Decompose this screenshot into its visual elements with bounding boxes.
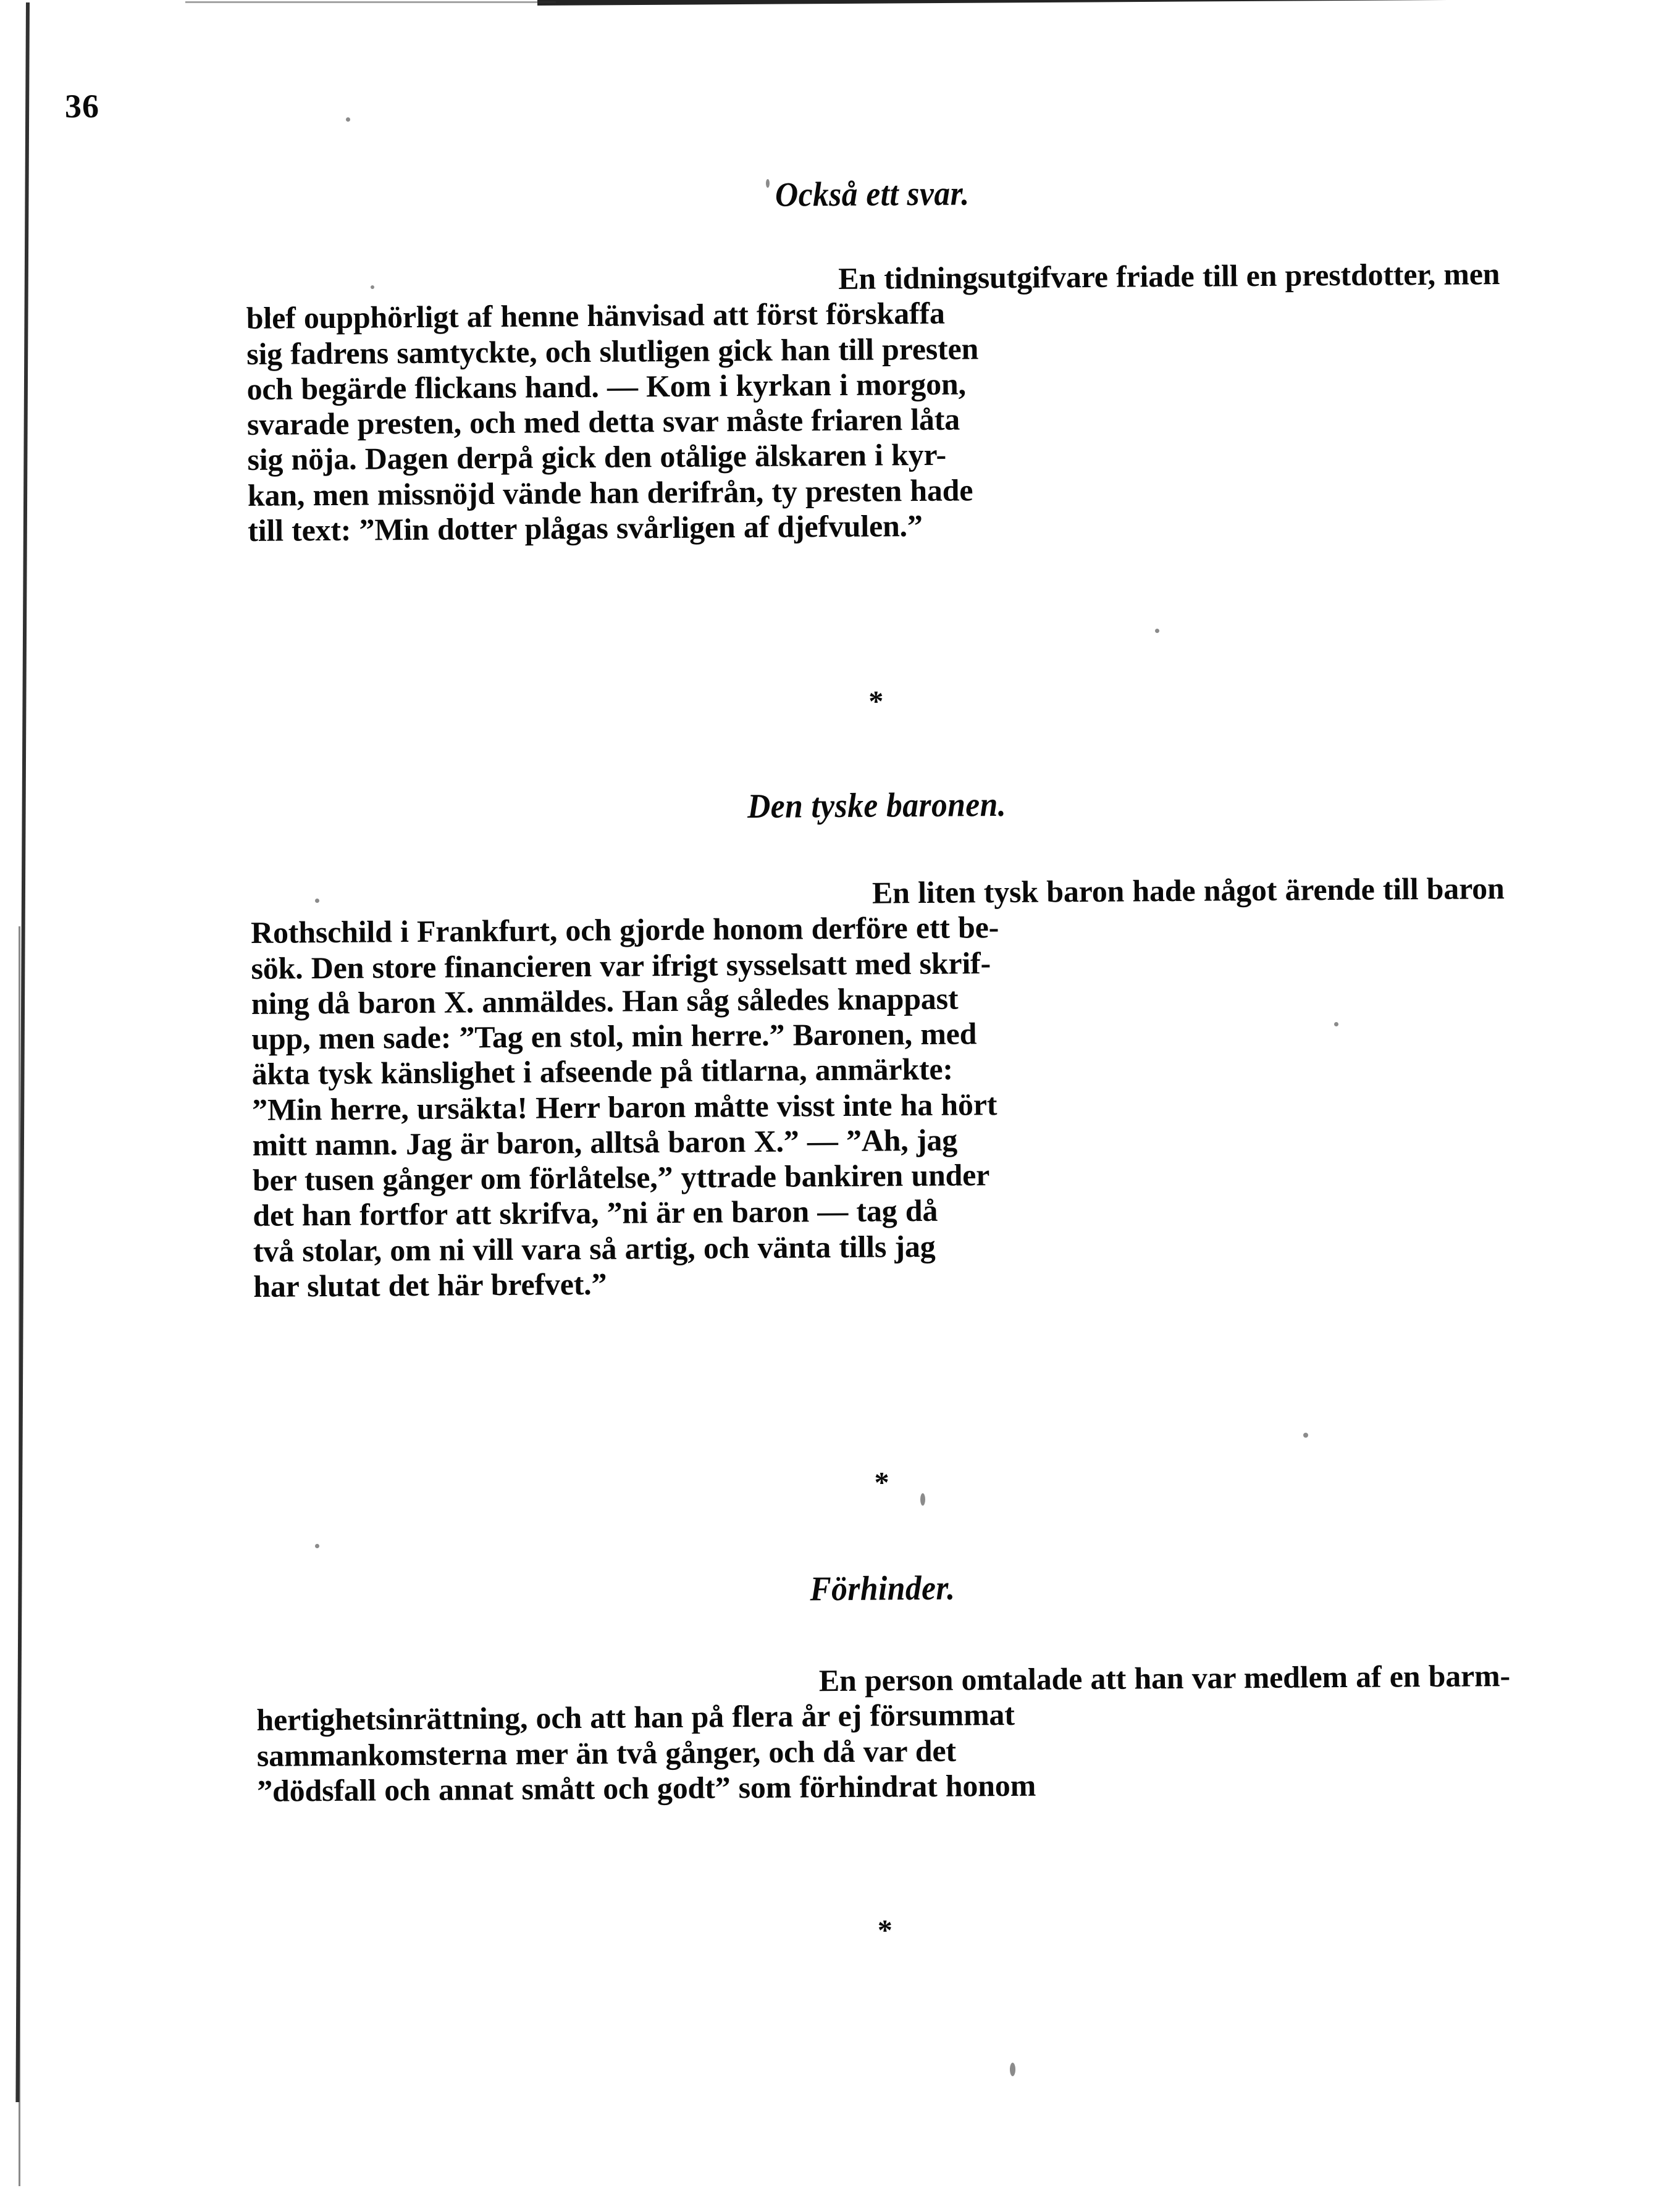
- section-separator-3: [258, 1911, 1512, 1950]
- text-line: har slutat det här brefvet.”: [253, 1266, 607, 1304]
- text-line: En person omtalade att han var medlem af en barm-: [818, 1658, 1511, 1698]
- text-line: upp, men sade: ”Tag en stol, min herre.” Baronen, med: [251, 1016, 977, 1056]
- heading-text: Också ett svar.: [775, 174, 970, 214]
- text-line: och begärde flickans hand. — Kom i kyrkan i morgon,: [246, 366, 967, 406]
- text-line: till text: ”Min dotter plågas svårligen af djefvulen.”: [248, 508, 923, 548]
- scan-speckle: [1155, 629, 1159, 633]
- section-separator-2: [254, 1464, 1508, 1503]
- scan-edge-left-border-faint: [19, 926, 20, 2186]
- text-line: hertighetsinrättning, och att han på flera år ej försummat: [256, 1697, 1015, 1738]
- scan-edge-left-border: [15, 2, 30, 2102]
- heading-text: Den tyske baronen.: [747, 785, 1007, 826]
- scan-speckle: [346, 117, 350, 122]
- asterisk-separator: *: [874, 1466, 889, 1499]
- text-line: sig nöja. Dagen derpå gick den otålige älskaren i kyr-: [247, 437, 947, 477]
- paragraph: [250, 871, 1507, 1304]
- text-line: sök. Den store financieren var ifrigt sysselsatt med skrif-: [251, 945, 991, 986]
- text-line: det han fortfor att skrifva, ”ni är en baron — tag då: [253, 1193, 938, 1233]
- text-line: ber tusen gånger om förlåtelse,” yttrade bankiren under: [252, 1157, 990, 1197]
- scan-speckle: [1303, 1433, 1308, 1438]
- section-body-ocksa-ett-svar: [246, 256, 1502, 548]
- text-line: ”dödsfall och annat smått och godt” som förhindrat honom: [257, 1767, 1036, 1808]
- text-line: sammankomsterna mer än två gånger, och då var det: [256, 1733, 956, 1773]
- asterisk-separator: *: [877, 1914, 893, 1947]
- section-heading-forhinder: [256, 1564, 1510, 1613]
- text-line: två stolar, om ni vill vara så artig, och vänta tills jag: [253, 1228, 936, 1268]
- paragraph: [256, 1658, 1511, 1809]
- asterisk-separator: *: [868, 685, 884, 718]
- heading-text: Förhinder.: [810, 1569, 956, 1609]
- text-line: ning då baron X. anmäldes. Han såg således knappast: [251, 981, 959, 1021]
- text-line: Rothschild i Frankfurt, och gjorde honom derföre ett be-: [250, 910, 999, 950]
- scan-speckle: [1010, 2063, 1015, 2076]
- section-separator-1: [249, 682, 1503, 721]
- text-line: äkta tysk känslighet i afseende på titlarna, anmärkte:: [251, 1051, 954, 1092]
- scan-edge-top-border: [537, 0, 1680, 6]
- text-line: En tidningsutgifvare friade till en prestdotter, men: [838, 256, 1500, 296]
- text-line: kan, men missnöjd vände han derifrån, ty presten hade: [247, 472, 973, 513]
- section-heading-ocksa-ett-svar: [245, 170, 1499, 219]
- text-line: svarade presten, och med detta svar måste friaren låta: [246, 401, 960, 442]
- section-body-den-tyske-baronen: [250, 871, 1507, 1304]
- text-line: En liten tysk baron hade något ärende till baron: [872, 871, 1505, 910]
- paragraph: [246, 256, 1502, 548]
- scan-edge-top-border-faint: [185, 1, 556, 3]
- text-line: blef oupphörligt af henne hänvisad att först förskaffa: [246, 295, 945, 336]
- section-body-forhinder: [256, 1658, 1511, 1809]
- text-line: sig fadrens samtyckte, och slutligen gick han till presten: [246, 330, 979, 371]
- text-line: mitt namn. Jag är baron, alltså baron X.” — ”Ah, jag: [252, 1122, 958, 1162]
- page-number: 36: [65, 88, 99, 125]
- text-line: ”Min herre, ursäkta! Herr baron måtte visst inte ha hört: [251, 1086, 998, 1127]
- section-heading-den-tyske-baronen: [250, 781, 1503, 830]
- scan-speckle: [315, 1544, 319, 1548]
